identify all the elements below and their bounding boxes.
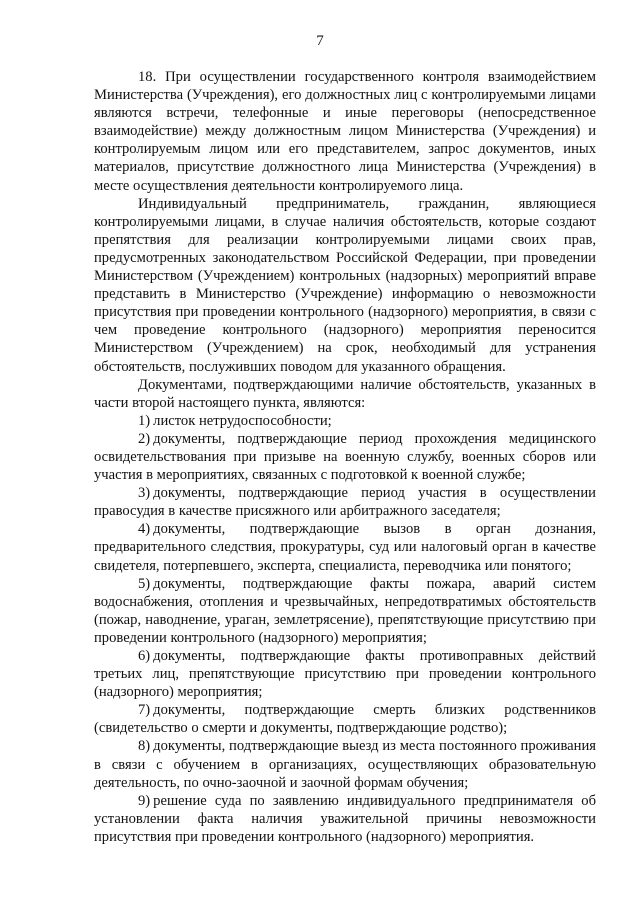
list-item-text: документы, подтверждающие период участия в осуществлении правосудия в качестве присяжного или арбитражного заседателя; xyxy=(94,485,596,520)
list-item-text: листок нетрудоспособности; xyxy=(153,412,332,429)
list-item xyxy=(94,430,596,484)
list-item-number: 6) xyxy=(138,648,151,664)
list-item-number: 5) xyxy=(138,575,151,592)
list-item-text: документы, подтверждающие факты пожара, аварий систем водоснабжения, отопления и чрезвычайных, непредотвратимых обстоятельств (пожар, наводнение, ураган, землетрясение), препятствующие присутствию при проведении контрольного (надзорного) мероприятия; xyxy=(94,575,596,646)
list-item xyxy=(94,737,596,791)
list-item-text: документы, подтверждающие вызов в орган дознания, предварительного следствия, прокуратуры, суд или налоговый орган в качестве свидетеля, потерпевшего, эксперта, специалиста, переводчика или понятого; xyxy=(94,521,596,574)
list-item xyxy=(94,701,596,737)
document-body xyxy=(94,68,596,846)
list-item xyxy=(94,412,596,430)
list-item xyxy=(94,575,596,647)
list-item xyxy=(94,647,596,701)
list-item-number: 1) xyxy=(138,412,151,429)
list-item xyxy=(94,484,596,520)
paragraph-documents-intro: Документами, подтверждающими наличие обстоятельств, указанных в части второй настоящего пункта, являются: xyxy=(94,376,596,411)
list-item xyxy=(94,520,596,574)
list-item-number: 3) xyxy=(138,485,151,502)
page-number: 7 xyxy=(316,33,324,49)
list-item-number: 9) xyxy=(138,792,151,809)
list-item-number: 8) xyxy=(138,738,151,755)
list-item-text: документы, подтверждающие факты противоправных действий третьих лиц, препятствующие присутствию при проведении контрольного (надзорного) мероприятия; xyxy=(94,648,596,701)
list-item-text: документы, подтверждающие период прохождения медицинского освидетельствования при призыве на военную службу, военных сборов или участия в мероприятиях, связанных с подготовкой к военной службе; xyxy=(94,430,596,484)
list-item-number: 2) xyxy=(138,430,151,447)
list-item-number: 4) xyxy=(138,521,151,538)
list-item-text: документы, подтверждающие выезд из места постоянного проживания в связи с обучением в организациях, осуществляющих образовательную деятельность, по очно-заочной и заочной формам обучения; xyxy=(94,738,596,791)
list-item-number: 7) xyxy=(138,702,151,719)
list-item-text: решение суда по заявлению индивидуального предпринимателя об установлении факта наличия уважительной причины невозможности присутствия при проведении контрольного (надзорного) мероприятия. xyxy=(94,792,596,845)
paragraph-individual-entrepreneur: Индивидуальный предприниматель, гражданин, являющиеся контролируемыми лицами, в случае наличия обстоятельств, которые создают препятствия для реализации контролируемыми лицами своих прав, предусмотренных законодательством Российской Федерации, при проведении Министерством (Учреждением) контрольных (надзорных) мероприятий вправе представить в Министерство (Учреждение) информацию о невозможности присутствия при проведении контрольного (надзорного) мероприятия, в связи с чем проведение контрольного (надзорного) мероприятия переносится Министерством (Учреждением) на срок, необходимый для устранения обстоятельств, послуживших поводом для указанного обращения. xyxy=(94,195,596,375)
paragraph-18: 18. При осуществлении государственного контроля взаимодействием Министерства (Учреждения), его должностных лиц с контролируемыми лицами являются встречи, телефонные и иные переговоры (непосредственное взаимодействие) между должностным лицом Министерства (Учреждения) и контролируемым лицом или его представителем, запрос документов, иных материалов, присутствие должностного лица Министерства (Учреждения) в месте осуществления деятельности контролируемого лица. xyxy=(94,69,596,194)
list-item-text: документы, подтверждающие смерть близких родственников (свидетельство о смерти и документы, подтверждающие родство); xyxy=(94,702,596,737)
list-item xyxy=(94,792,596,846)
